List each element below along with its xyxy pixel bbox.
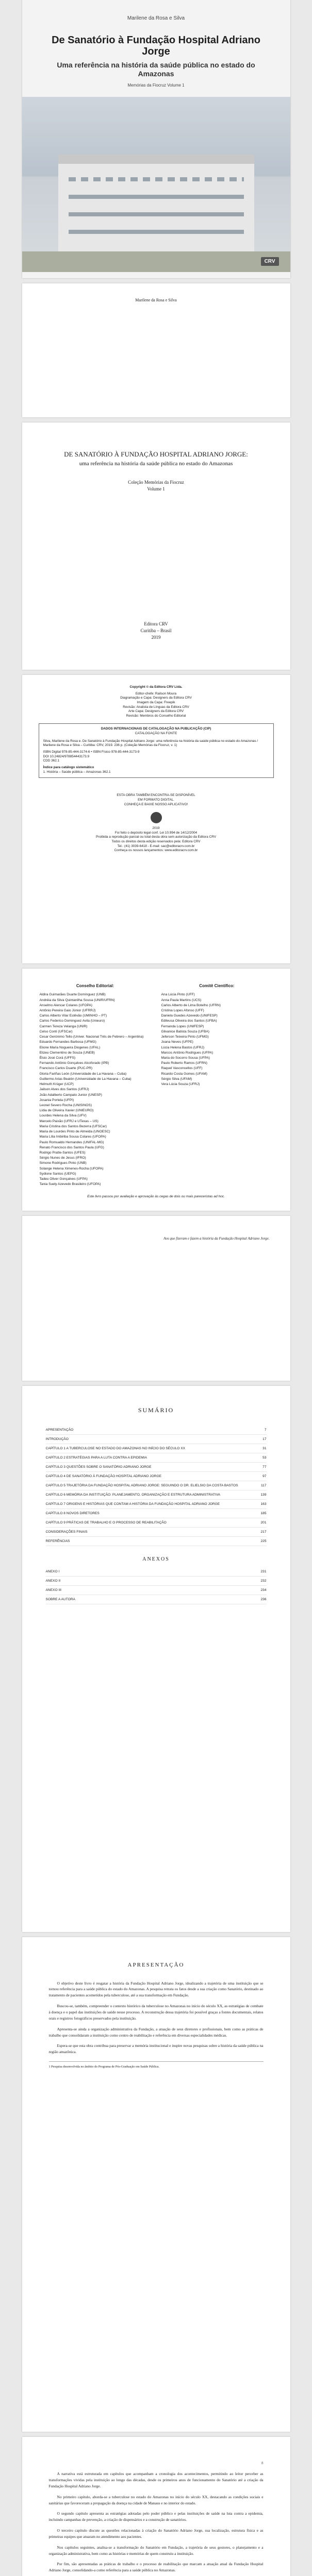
page-number: 8 [261,2461,264,2465]
council-member: Antônio Pereira Gaio Júnior (UFRRJ) [39,1009,96,1013]
toc-entry-label: APRESENTAÇÃO [45,1428,74,1432]
legal-deposit: Foi feito o depósito legal conf. Lei 10.994 de 14/12/2004 [114,831,198,835]
toc-entry-page: 201 [260,1521,267,1524]
publisher-app-icon [151,812,162,823]
toc-title: SUMÁRIO [138,1406,174,1414]
toc-entry-page: 7 [264,1428,267,1432]
toc-entry[interactable] [46,1453,267,1463]
committee-member: Edileusa Oliveira dos Santos (UFBA) [161,1019,217,1023]
council-member: Josania Portela (UFPI) [39,1098,74,1102]
council-member: Carlos Alberto Vilar Estêvão (UMINHO – PT) [39,1014,107,1018]
committee-member: Fernanda Lopes (UNIFESP) [161,1024,204,1028]
toc-entry[interactable] [46,1463,267,1472]
council-member: Lourdes Helena da Silva (UFV) [39,1114,87,1118]
committee-member: Joana Neves (UFPE) [161,1040,193,1044]
toc-entry-page: 117 [260,1484,267,1487]
editorial-council-page [22,969,290,1211]
council-member: Tadeu Oliver Gonçalves (UFPA) [39,1177,88,1181]
toc-entry[interactable] [46,1426,267,1435]
council-member: Aldira Guimarães Duarte Domínguez (UNB) [39,993,106,997]
year: 2019 [152,826,160,831]
annex-title: ANEXOS [142,1556,170,1562]
digital-notice: EM FORMATO DIGITAL. [138,798,174,802]
title-page-subtitle: uma referência na história da saúde pública no estado do Amazonas [79,461,233,467]
council-right-column [161,983,273,1187]
toc-entry-label: CONSIDERAÇÕES FINAIS [45,1530,88,1534]
committee-member: Ricardo Costa Gomes (UFAM) [161,1072,207,1076]
council-member: Eduardo Fernandes Barbosa (UFMG) [39,1040,96,1044]
toc-entry-label: CAPÍTULO 1 A TUBERCULOSE NO ESTADO DO AMAZONAS NO INÍCIO DO SÉCULO XX [45,1447,186,1450]
paragraph: Buscou-se, também, compreender o contexto histórico da tuberculose no Amazonas no início do século XX, as estratégias de combate à doença e o papel das instituições de saúde nesse processo. A reconstrução dessa trajetória foi possível graças a fontes documentais, relatos orais e registros fotográficos preservados pela instituição. [48,2004,264,2021]
dedication-page [22,1216,290,1381]
paragraph: Apresenta-se ainda a organização administrativa da Fundação, a atuação de seus diretores e profissionais, bem como as práticas de trabalho que consolidaram a instituição como centro de reabilitação e referência em diversas especialidades médicas. [48,2026,264,2038]
ground-illustration [22,251,290,272]
toc-entry-page: 225 [260,1539,267,1543]
toc-entry[interactable] [46,1472,267,1481]
council-member: Helmuth Krüger (UCP) [39,1082,74,1087]
app-notice: CONHEÇA E BAIXE NOSSO APLICATIVO! [124,802,188,806]
toc-entry[interactable] [46,1435,267,1444]
cip-title: DADOS INTERNACIONAIS DE CATALOGAÇÃO NA PUBLICAÇÃO (CIP) [101,727,211,731]
title-page-year: 2019 [151,634,161,640]
credit-line: Revisão: Membros do Conselho Editorial [126,714,186,718]
toc-entry-page: 232 [260,1579,267,1583]
paragraph: O terceiro capítulo discute as questões relacionadas à criação do Sanatório Adriano Jorge, sua localização, estrutura física e as primeiras equipes que atuaram no atendimento aos pacientes. [48,2528,264,2539]
presentation-page-2 [22,2437,290,2576]
toc-entry[interactable] [46,1586,267,1595]
toc-entry[interactable] [46,1528,267,1537]
council-member: Elizeu Clementino de Souza (UNEB) [39,1050,95,1055]
toc-entry-page: 234 [260,1588,267,1592]
paragraph: No primeiro capítulo, aborda-se a tuberculose no estado do Amazonas no início do século XX, destacando as condições sociais e sanitárias que favoreceram a propagação da doença na cidade de Manaus e no interior do estado. [48,2494,264,2505]
committee-member: Vera Lúcia Souza (UFRJ) [161,1082,200,1087]
cover-photo [22,97,290,272]
toc-entry[interactable] [46,1518,267,1528]
council-member: Maria Cristina dos Santos Bezerra (UFSCar) [39,1124,107,1128]
toc-entry-label: CAPÍTULO 2 ESTRATÉGIAS PARA A LUTA CONTRA A EPIDEMIA [45,1456,147,1460]
presentation-page [22,1937,290,2432]
cover-title: De Sanatório à Fundação Hospital Adriano Jorge [52,35,260,58]
paragraph: Nos capítulos seguintes, analisa-se a transformação do Sanatório em Fundação, a trajetória de seus gestores, o planejamento e a organização administrativa, bem como as histórias e memórias de quem construiu a instituição. [48,2545,264,2556]
committee-member: Marcos Antônio Rodrigues (UFPA) [161,1050,214,1055]
council-member: Cesar Gerónimo Tello (Univer. Nacional Três de Febrero – Argentina) [39,1035,144,1039]
rights-notice: Todos os direitos desta edição reservados pela: Editora CRV [111,840,201,844]
committee-member: Jeferson Teixeira Pinto (UFMG) [161,1035,209,1039]
council-member: Maria Lília Imbiriba Sousa Colares (UFOPA) [39,1135,106,1139]
council-member: Celso Conti (UFSCar) [39,1029,73,1033]
toc-entry-page: 77 [262,1465,267,1469]
toc-entry-page: 53 [262,1456,267,1460]
paragraph: Espera-se que esta obra contribua para preservar a memória institucional e inspire novas pesquisas sobre a história da saúde pública na região amazônica. [48,2043,264,2055]
toc-entry-page: 139 [260,1493,267,1497]
half-title-page [22,283,290,417]
council-member: Paulo Romualdo Hernandes (UNIFAL-MG) [39,1140,104,1144]
council-member: Jailson Alves dos Santos (UFRJ) [39,1088,89,1092]
credit-line: Imagem da Capa: Freepik [137,700,175,704]
council-member: Simone Rodrigues Pinto (UNB) [39,1161,87,1165]
index-entry: 1. História – Saúde pública – Amazonas 362.1 [43,770,111,774]
council-member: Fernando Antônio Gonçalves Alcoforado (IPB) [39,1061,109,1065]
copyright-heading: Copyright © da Editora CRV Ltda. [129,685,183,689]
credit-line: Revisão: Analista de Línguas da Editora CRV [123,705,189,709]
council-member: Carmen Tereza Velanga (UNIR) [39,1024,88,1028]
toc-entry-page: 185 [260,1512,267,1515]
table-of-contents-page [22,1386,290,1932]
toc-entry-label: CAPÍTULO 6 MEMÓRIA DA INSTITUIÇÃO: PLANEJAMENTO, ORGANIZAÇÃO E ESTRUTURA ADMINISTRATIVA [45,1493,221,1497]
toc-entry-page: 163 [260,1502,267,1506]
toc-entry[interactable] [46,1567,267,1577]
peer-review-note: Este livro passou por avaliação e aprovação às cegas de dois ou mais pareceristas ad hoc. [87,1195,225,1199]
council-member: Andréia da Silva Quintanilha Sousa (UNIR/UFRN) [39,998,115,1002]
council-member: Gloria Fariñas León (Universidade de La Havana – Cuba) [39,1072,127,1076]
cover-author: Marilene da Rosa e Silva [127,15,185,21]
cover-page [22,0,290,278]
toc-entry-page: 17 [262,1437,267,1441]
cip-block [39,723,274,778]
cover-collection: Memórias da Fiocruz Volume 1 [127,83,185,88]
toc-entry-label: ANEXO III [45,1588,61,1592]
toc-entry-label: CAPÍTULO 7 ORIGENS E HISTÓRIAS QUE CONTAM A HISTÓRIA DA FUNDAÇÃO HOSPITAL ADRIANO JORGE [45,1502,220,1506]
committee-member: Anna Paula Martins (UCS) [161,998,202,1002]
paragraph: O objetivo deste livro é resgatar a história da Fundação Hospital Adriano Jorge, idealizando a trajetória de uma instituição que se tornou referência para a saúde pública do estado do Amazonas. A pesquisa retrata os fatos desde a sua criação como Sanatório, destinado ao tratamento de pacientes acometidos pela tuberculose, até a sua transformação em Fundação. [48,1980,264,1998]
toc-entry[interactable] [46,1481,267,1490]
toc-entry[interactable] [46,1509,267,1518]
digital-notice: ESTA OBRA TAMBÉM ENCONTRA-SE DISPONÍVEL [117,793,195,798]
committee-member: Daniela Guedes Azevedo (UNIFESP) [161,1014,218,1018]
hospital-building-illustration [58,155,254,251]
toc-entry-page: 231 [260,1570,267,1573]
council-member: Sérgio Nunes de Jesus (IFRO) [39,1156,86,1160]
copyright-page [22,675,290,963]
council-member: Tania Suely Azevedo Brasileiro (UFOPA) [39,1182,101,1187]
council-member: Maria de Lourdes Pinto de Almeida (UNOESC) [39,1130,110,1134]
committee-member: Paulo Roberto Ramos (UFRN) [161,1061,207,1065]
paragraph: A narrativa está estruturada em capítulos que acompanham a cronologia dos acontecimentos, permitindo ao leitor perceber as transformações vividas pela instituição ao longo das décadas, desde os primeiros anos de funcionamento do Sanatório até a criação da Fundação Hospital Adriano Jorge. [48,2471,264,2488]
title-page-city: Curitiba – Brasil [140,628,172,633]
council-member: Solange Helena Ximenes-Rocha (UFOPA) [39,1166,104,1171]
title-page [22,422,290,670]
council-member: Leonel Severo Rocha (UNISINOS) [39,1103,92,1107]
council-member: Renato Francisco dos Santos Paula (UFG) [39,1145,104,1149]
committee-member: Cristina Lopes Afonso (UFF) [161,1009,204,1013]
committee-member: Lúcia Helena Bastos (UFRJ) [161,1045,205,1049]
council-member: Carlos Federico Dominguez Avila (Unieuro) [39,1019,105,1023]
committee-member: Maria do Socorro Sousa (UFPA) [161,1056,210,1060]
council-member: João Adalberto Campato Junior (UNESP) [39,1093,102,1097]
paragraph: Por fim, são apresentadas as práticas de trabalho e o processo de reabilitação que marcam a atuação atual da Fundação Hospital Adriano Jorge, consolidando-a como referência para a saúde pública no Amazonas. [48,2562,264,2573]
toc-entry-label: REFERÊNCIAS [45,1539,70,1543]
publisher-website-link[interactable]: Conheça os nossos lançamentos: www.editoracrv.com.br [114,849,198,853]
toc-entry-label: CAPÍTULO 5 TRAJETÓRIA DA FUNDAÇÃO HOSPITAL ADRIANO JORGE: SEGUINDO O DR. ELIELSIO DA COSTA BASTOS [45,1484,238,1487]
toc-entry-label: ANEXO II [45,1579,61,1583]
toc-entry-label: CAPÍTULO 8 NOVOS DIRETORES [45,1512,100,1515]
toc-entry-label: CAPÍTULO 9 PRÁTICAS DE TRABALHO E O PROCESSO DE REABILITAÇÃO [45,1521,167,1524]
committee-member: Raquel Vasconcellos (UFF) [161,1066,203,1071]
title-page-publisher: Editora CRV [144,621,168,626]
title-page-volume: Volume 1 [147,486,165,492]
toc-entry-label: INTRODUÇÃO [45,1437,69,1441]
toc-entry-page: 31 [262,1447,267,1450]
isbn: ISBN Digital 978-85-444-3174-6 • ISBN Físico 978-85-444-3173-9 [43,750,140,754]
toc-entry[interactable] [46,1537,267,1546]
cip-body: Silva, Marilene da Rosa e. De Sanatório à Fundação Hospital Adriano Jorge: uma referência na história da saúde pública no estado do Amazonas / Marilene da Rosa e Silva – Curitiba: CRV, 2019. 236 p. (Coleção Memórias da Fiocruz, v. 1) [43,739,258,748]
footnote: 1 Pesquisa desenvolvida no âmbito do Programa de Pós-Graduação em Saúde Pública. [49,2061,264,2070]
cip-subtitle: CATALOGAÇÃO NA FONTE [135,732,177,736]
toc-entry-page: 97 [262,1475,267,1478]
cover-subtitle: Uma referência na história da saúde pública no estado do Amazonas [57,60,255,78]
committee-member: Ana Lúcia Pinto (UFF) [161,993,195,997]
toc-entry[interactable] [46,1500,267,1509]
council-member: Anselmo Alencar Colares (UFOPA) [39,1003,92,1007]
council-left-title: Conselho Editorial: [76,984,114,988]
credit-line: Diagramação e Capa: Designers da Editora CRV [120,696,192,700]
toc-entry-page: 236 [260,1598,267,1601]
contact: Tel.: (41) 3039-6418 - E-mail: sac@editoracrv.com.br [117,844,195,848]
council-member: Lídia de Oliveira Xavier (UNIEURO) [39,1109,94,1113]
council-member: Marcelo Paixão (UFRJ e UTexas – US) [39,1119,98,1123]
council-member: Élsio José Corá (UFFS) [39,1056,76,1060]
committee-member: Carlos Alberto de Lima Botelho (UFRN) [161,1003,221,1007]
toc-entry[interactable] [46,1595,267,1604]
index-notice: Índice para catálogo sistemático [43,765,94,769]
toc-entry[interactable] [46,1490,267,1500]
doi: DOI 10.24824/978854443173.9 [43,754,90,758]
credit-line: Arte Capa: Designers da Editora CRV [128,709,184,714]
toc-entry-label: CAPÍTULO 3 QUESTÕES SOBRE O SANATÓRIO ADRIANO JORGE [45,1465,152,1469]
presentation-title: APRESENTAÇÃO [127,1962,185,1968]
publisher-logo: CRV [261,257,279,266]
credit-line: Editor-chefe: Railson Moura [135,691,177,696]
dedication-text: Aos que fizeram e fazem a história da Fundação Hospital Adriano Jorge. [163,1236,270,1241]
toc-entry[interactable] [46,1444,267,1453]
council-right-title: Comitê Científico: [199,984,235,988]
council-member: Rodrigo Pratte-Santos (UFES) [39,1150,86,1155]
paragraph: O segundo capítulo apresenta as estratégias adotadas pelo poder público e pelas instituições de saúde na luta contra a epidemia, incluindo campanhas de prevenção, a criação de dispensários e a construção de sanatórios. [48,2511,264,2522]
toc-entry[interactable] [46,1577,267,1586]
toc-entry-label: CAPÍTULO 4 DE SANATÓRIO À FUNDAÇÃO HOSPITAL ADRIANO JORGE [45,1475,161,1478]
reproduction-notice: Proibida a reprodução parcial ou total desta obra sem autorização da Editora CRV [96,835,216,839]
council-member: Elione Maria Nogueira Diogenes (UFAL) [39,1045,101,1049]
cdd: CDD 362.1 [43,759,60,763]
council-member: Sydione Santos (UEPG) [39,1172,76,1176]
council-left-column [40,983,151,1187]
toc-entry-page: 217 [260,1530,267,1534]
committee-member: Gilvanice Batista Souza (UFBA) [161,1029,209,1033]
committee-member: Sérgio Silva (UFAM) [161,1077,192,1081]
title-page-collection: Coleção Memórias da Fiocruz [128,480,184,485]
toc-entry-label: ANEXO I [45,1570,60,1573]
toc-entry-label: SOBRE A AUTORA [45,1598,75,1601]
council-member: Francisco Carlos Duarte (PUC-PR) [39,1066,93,1071]
title-page-title: DE SANATÓRIO À FUNDAÇÃO HOSPITAL ADRIANO JORGE: [64,450,248,458]
half-title-author: Marilene da Rosa e Silva [135,298,177,302]
council-member: Guillermo Arias Beatón (Universidade de La Havana – Cuba) [39,1077,132,1081]
